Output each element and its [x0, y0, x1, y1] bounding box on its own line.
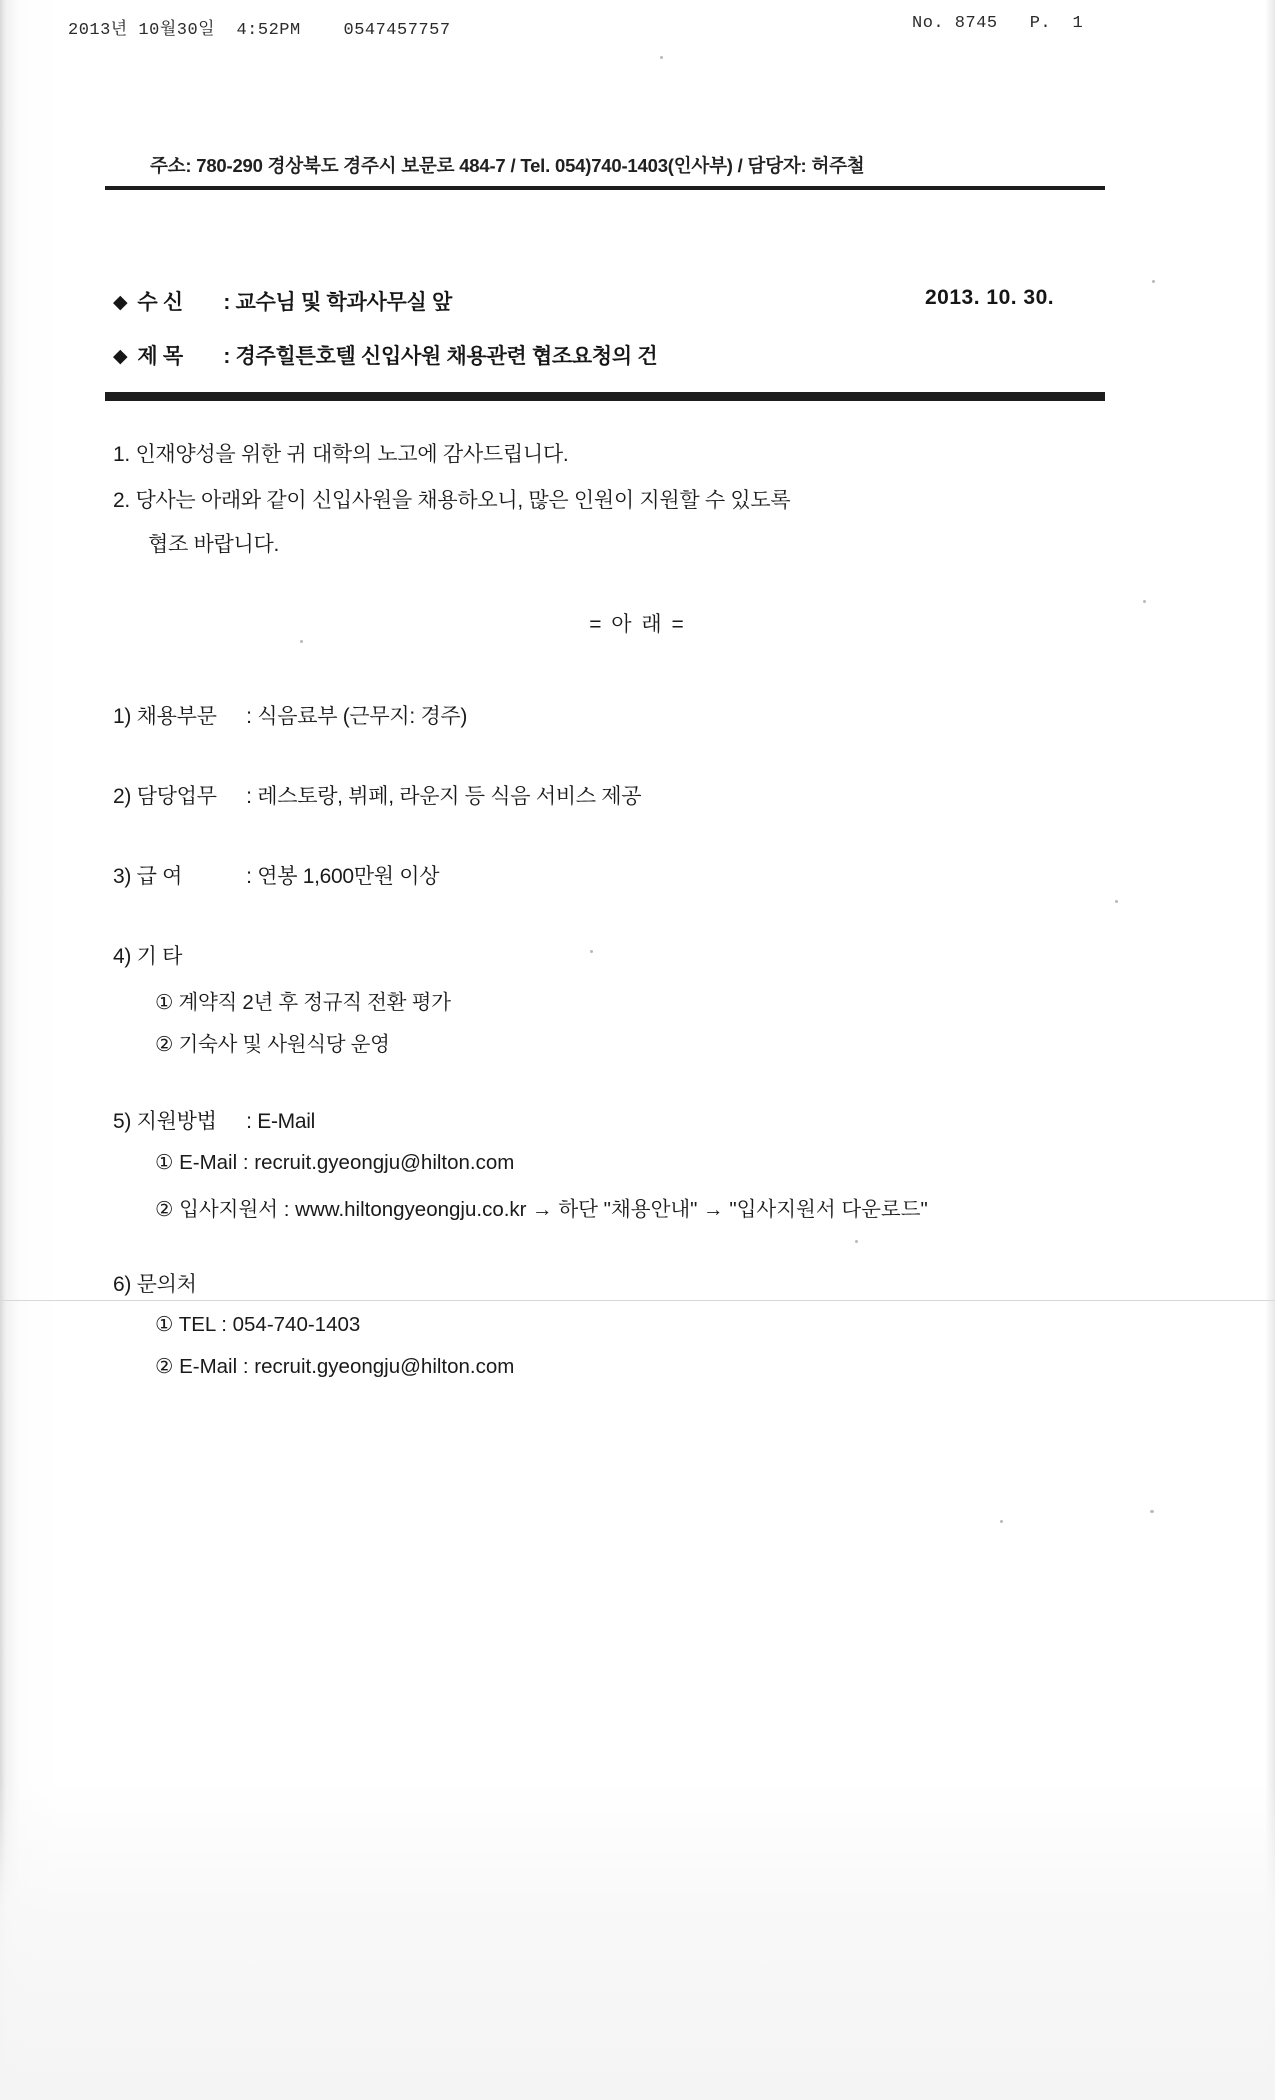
- list-item-5-num: 5): [113, 1110, 132, 1133]
- list-item-1-num: 1): [113, 705, 132, 728]
- list-item-3-value: : 연봉 1,600만원 이상: [246, 865, 440, 888]
- list-item-5-value: : E-Mail: [246, 1110, 315, 1133]
- subject-label: 제 목: [137, 345, 183, 368]
- list-item-4-sub-2: ② 기숙사 및 사원식당 운영: [155, 1033, 390, 1056]
- list-item-5-sub-2: ② 입사지원서 : www.hiltongyeongju.co.kr → 하단 "채용안내" → "입사지원서 다운로드": [155, 1198, 928, 1221]
- list-item-4-label: 기 타: [136, 945, 183, 968]
- list-item-5-label: 지원방법: [136, 1110, 217, 1133]
- diamond-icon: ◆: [113, 292, 128, 313]
- list-item-6-label: 문의처: [136, 1273, 197, 1296]
- paragraph-1: 1. 인재양성을 위한 귀 대학의 노고에 감사드립니다.: [113, 443, 569, 466]
- subject-row: [113, 340, 1113, 370]
- list-item-6-num: 6): [113, 1273, 132, 1296]
- scan-speck: [590, 950, 593, 953]
- scan-speck: [1115, 900, 1118, 903]
- paragraph-2: 2. 당사는 아래와 같이 신입사원을 채용하오니, 많은 인원이 지원할 수 있도록: [113, 489, 791, 512]
- list-item-6-sub-1: ① TEL : 054-740-1403: [155, 1313, 361, 1336]
- list-item-3-num: 3): [113, 865, 132, 888]
- scan-speck: [855, 1240, 858, 1243]
- list-item-2-num: 2): [113, 785, 132, 808]
- list-item-3: [113, 860, 439, 890]
- fax-header-left: 2013년 10월30일 4:52PM 0547457757: [68, 21, 451, 40]
- list-item-2-value: : 레스토랑, 뷔페, 라운지 등 식음 서비스 제공: [246, 785, 642, 808]
- section-divider-text: = 아 래 =: [589, 613, 686, 636]
- scan-speck: [1143, 600, 1146, 603]
- list-item-5-sub-1: ① E-Mail : recruit.gyeongju@hilton.com: [155, 1151, 515, 1174]
- paper-fold-line: [0, 1300, 1275, 1301]
- list-item-3-label: 급 여: [136, 865, 183, 888]
- recipient-value: : 교수님 및 학과사무실 앞: [223, 291, 453, 314]
- scan-speck: [1000, 1520, 1003, 1523]
- list-item-6: [113, 1268, 241, 1298]
- header-rule-top: [105, 186, 1105, 190]
- header-rule-bottom: [105, 392, 1105, 397]
- list-item-1-label: 채용부문: [136, 705, 217, 728]
- list-item-2-label: 담당업무: [136, 785, 217, 808]
- page-edge-shadow: [1265, 0, 1275, 2100]
- list-item-5: [113, 1105, 315, 1135]
- scan-speck: [1152, 280, 1155, 283]
- diamond-icon-2: ◆: [113, 346, 128, 367]
- paragraph-3: 협조 바랍니다.: [148, 533, 279, 556]
- company-address-line: 주소: 780-290 경상북도 경주시 보문로 484-7 / Tel. 054)740-1403(인사부) / 담당자: 허주철: [150, 155, 865, 176]
- subject-value: : 경주힐튼호텔 신입사원 채용관련 협조요청의 건: [223, 345, 658, 368]
- list-item-4-sub-1: ① 계약직 2년 후 정규직 전환 평가: [155, 991, 451, 1014]
- list-item-6-sub-2: ② E-Mail : recruit.gyeongju@hilton.com: [155, 1355, 515, 1378]
- fax-header-right: No. 8745 P. 1: [912, 14, 1084, 33]
- fax-header: [0, 14, 1275, 40]
- scan-speck: [1150, 1510, 1154, 1513]
- list-item-1: [113, 700, 467, 730]
- list-item-4-num: 4): [113, 945, 132, 968]
- document-date: 2013. 10. 30.: [925, 286, 1055, 309]
- scan-speck: [300, 640, 303, 643]
- recipient-label: 수 신: [137, 291, 183, 314]
- scan-speck: [660, 56, 663, 59]
- list-item-1-value: : 식음료부 (근무지: 경주): [246, 705, 468, 728]
- list-item-4: [113, 940, 241, 970]
- list-item-2: [113, 780, 641, 810]
